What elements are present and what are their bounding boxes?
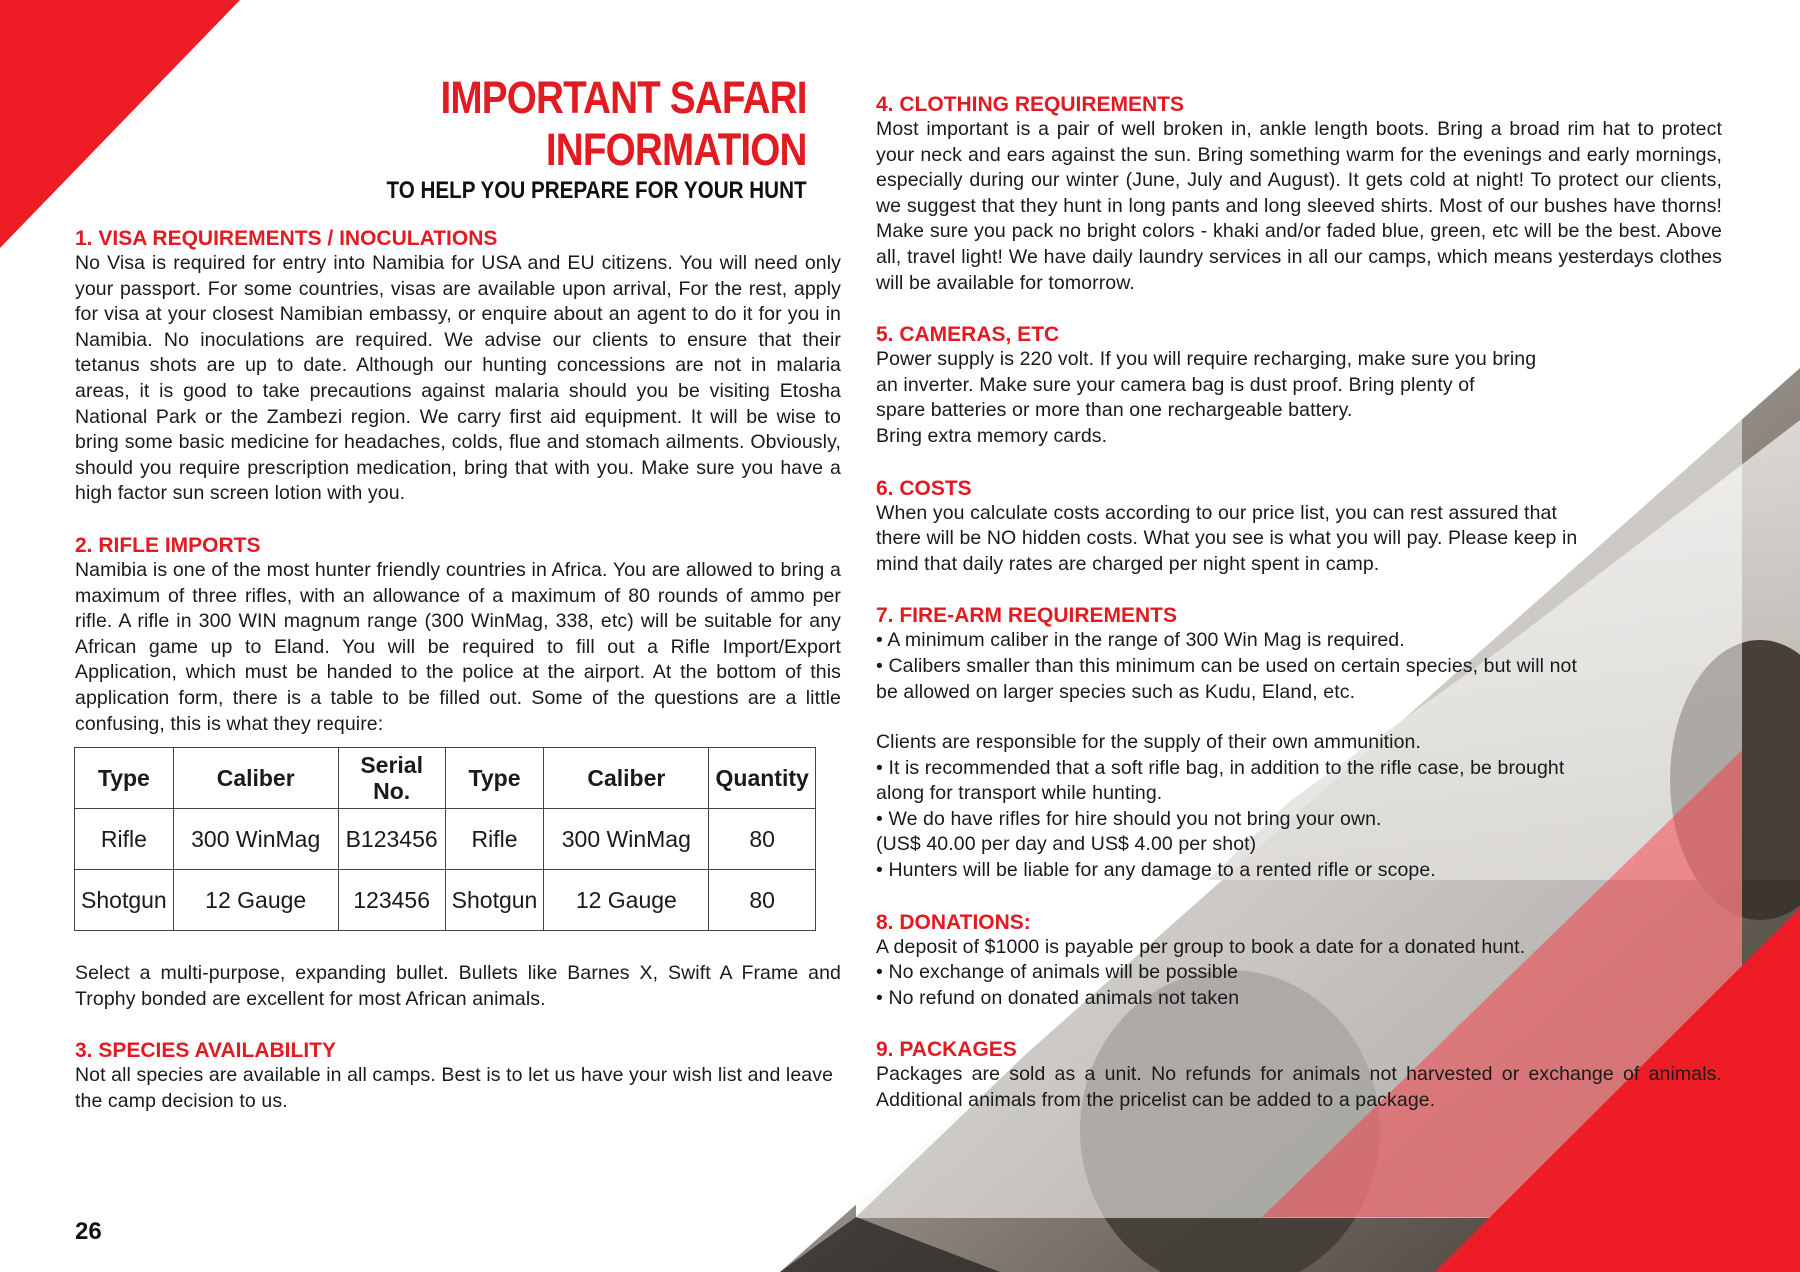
donations-body	[876, 935, 1722, 1012]
text-line: • No exchange of animals will be possible	[876, 961, 1239, 984]
table-cell: 12 Gauge	[544, 870, 709, 931]
page-subtitle: TO HELP YOU PREPARE FOR YOUR HUNT	[386, 177, 807, 204]
table-header-cell: Type	[445, 748, 544, 809]
firearm-heading: 7. FIRE-ARM REQUIREMENTS	[876, 604, 1178, 628]
cameras-body	[876, 347, 1722, 449]
table-cell: 300 WinMag	[173, 809, 338, 870]
species-body: Not all species are available in all camps. Best is to let us have your wish list and leave the camp decision to us.	[75, 1064, 834, 1112]
text-line: • Calibers smaller than this minimum can be used on certain species, but will not	[876, 654, 1577, 677]
table-header-cell: Caliber	[544, 748, 709, 809]
table-cell: Shotgun	[445, 870, 544, 931]
table-row	[75, 870, 816, 931]
cameras-heading: 5. CAMERAS, ETC	[876, 323, 1060, 347]
table-cell: B123456	[338, 809, 445, 870]
text-line: (US$ 40.00 per day and US$ 4.00 per shot)	[876, 833, 1257, 856]
table-header-cell: Type	[75, 748, 174, 809]
text-line: • It is recommended that a soft rifle bag, in addition to the rifle case, be brought	[876, 756, 1565, 779]
bullet-advice: Select a multi-purpose, expanding bullet. Bullets like Barnes X, Swift A Frame and Trophy bonded are excellent for most African animals.	[75, 962, 841, 1010]
table-cell: Rifle	[75, 809, 174, 870]
table-cell: 300 WinMag	[544, 809, 709, 870]
text-line: • We do have rifles for hire should you not bring your own.	[876, 807, 1382, 830]
page-number: 26	[75, 1218, 102, 1245]
text-line: When you calculate costs according to our price list, you can rest assured that	[876, 501, 1557, 524]
text-line: an inverter. Make sure your camera bag is dust proof. Bring plenty of	[876, 373, 1475, 396]
left-column	[75, 72, 841, 1114]
table-header-row	[75, 748, 816, 809]
text-line: Power supply is 220 volt. If you will require recharging, make sure you bring	[876, 348, 1537, 371]
text-line: along for transport while hunting.	[876, 782, 1163, 805]
text-line: • Hunters will be liable for any damage to a rented rifle or scope.	[876, 859, 1436, 882]
text-line: A deposit of $1000 is payable per group to book a date for a donated hunt.	[876, 935, 1526, 958]
table-cell: 80	[709, 870, 816, 931]
costs-heading: 6. COSTS	[876, 476, 972, 500]
donations-heading: 8. DONATIONS:	[876, 910, 1031, 934]
species-heading: 3. SPECIES AVAILABILITY	[75, 1039, 336, 1063]
text-line: • A minimum caliber in the range of 300 Win Mag is required.	[876, 629, 1405, 652]
table-cell: Rifle	[445, 809, 544, 870]
table-cell: 123456	[338, 870, 445, 931]
table-header-cell: Serial No.	[338, 748, 445, 809]
costs-body	[876, 501, 1722, 578]
clothing-body: Most important is a pair of well broken in, ankle length boots. Bring a broad rim hat to protect your neck and ears against the sun. Bring something warm for the evenings and early mornings, especially during our winter (June, July and August). It gets cold at night! To protect our clients, we suggest that they hunt in long pants and long sleeved shirts. Most of our bushes have thorns! Make sure you pack no bright colors - khaki and/or faded blue, green, etc will be the best. Above all, travel light! We have daily laundry services in all our camps, which means yesterdays clothes will be available for tomorrow.	[876, 118, 1722, 294]
table-header-cell: Quantity	[709, 748, 816, 809]
table-cell: 12 Gauge	[173, 870, 338, 931]
text-line: be allowed on larger species such as Kudu, Eland, etc.	[876, 680, 1356, 703]
text-line: spare batteries or more than one rechargeable battery.	[876, 399, 1353, 422]
page-title: IMPORTANT SAFARI INFORMATION	[440, 72, 807, 175]
firearm-body-2	[876, 730, 1722, 884]
text-line: mind that daily rates are charged per night spent in camp.	[876, 552, 1380, 575]
text-line: Clients are responsible for the supply of their own ammunition.	[876, 731, 1421, 754]
visa-heading: 1. VISA REQUIREMENTS / INOCULATIONS	[75, 227, 498, 250]
table-header-cell: Caliber	[173, 748, 338, 809]
rifle-heading: 2. RIFLE IMPORTS	[75, 533, 261, 557]
text-line: • No refund on donated animals not taken	[876, 986, 1240, 1009]
text-line: Bring extra memory cards.	[876, 424, 1108, 447]
clothing-heading: 4. CLOTHING REQUIREMENTS	[876, 93, 1185, 116]
table-row	[75, 809, 816, 870]
table-cell: 80	[709, 809, 816, 870]
packages-body: Packages are sold as a unit. No refunds for animals not harvested or exchange of animals. Additional animals from the pricelist can be added to a package.	[876, 1063, 1722, 1112]
rifle-body: Namibia is one of the most hunter friendly countries in Africa. You are allowed to bring a maximum of three rifles, with an allowance of a maximum of 80 rounds of ammo per rifle. A rifle in 300 WIN magnum range (300 WinMag, 338, etc) will be suitable for any African game up to Eland. You will be required to fill out a Rifle Import/Export Application, which must be handed to the police at the airport. At the bottom of this application form, there is a table to be filled out. Some of the questions are a little confusing, this is what they require:	[75, 558, 841, 735]
table-cell: Shotgun	[75, 870, 174, 931]
rifle-import-table	[74, 747, 816, 931]
right-column	[876, 92, 1722, 1114]
text-line: there will be NO hidden costs. What you see is what you will pay. Please keep in	[876, 527, 1578, 550]
packages-heading: 9. PACKAGES	[876, 1038, 1017, 1062]
visa-body: No Visa is required for entry into Namibia for USA and EU citizens. You will need only your passport. For some countries, visas are available upon arrival, For the rest, apply for visa at your closest Namibian embassy, or enquire about an agent to do it for you in Namibia. No inoculations are required. We advise our clients to ensure that their tetanus shots are up to date. Although our hunting concessions are not in malaria areas, it is good to take precautions against malaria should you be visiting Etosha National Park or the Zambezi region. We carry first aid equipment. It will be wise to bring some basic medicine for headaches, colds, flue and stomach ailments. Obviously, should you require prescription medication, bring that with you. Make sure you have a high factor sun screen lotion with you.	[75, 252, 841, 505]
firearm-body	[876, 628, 1722, 705]
